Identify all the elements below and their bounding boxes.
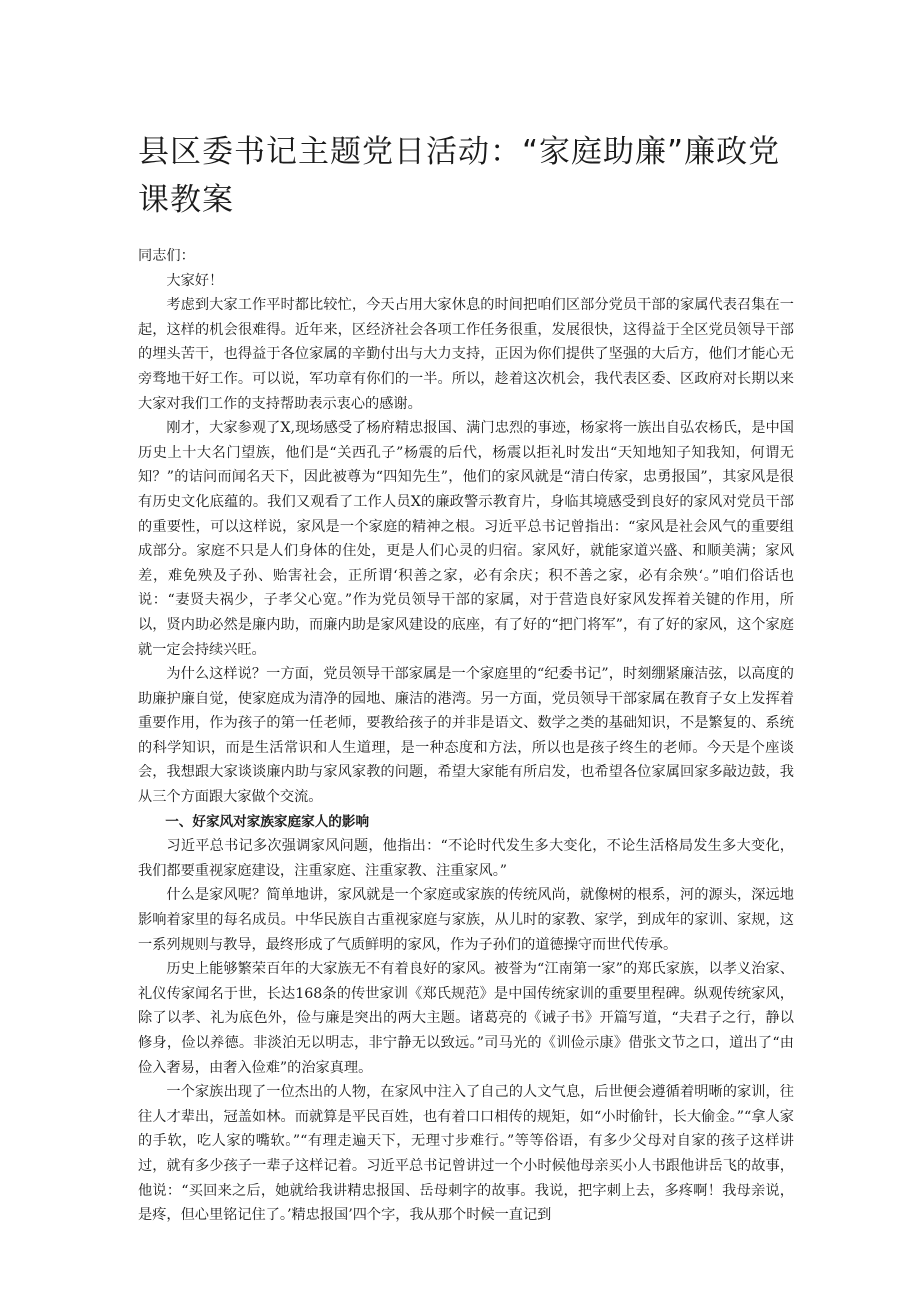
body-paragraph: 大家好！ bbox=[166, 272, 224, 289]
salutation: 同志们： bbox=[138, 248, 195, 264]
body-paragraph: 为什么这样说？一方面，党员领导干部家属是一个家庭里的“纪委书记”，时刻绷紧廉洁弦，以高度的助廉护廉自觉，使家庭成为清净的园地、廉洁的港湾。另一方面，党员领导干部家属在教育子女上发挥着重要作用，作为孩子的第一任老师，要教给孩子的并非是语文、数学之类的基础知识，不是繁复的、系统的科学知识，而是生活常识和人生道理，是一种态度和方法，所以也是孩子终生的老师。今天是个座谈会，我想跟大家谈谈廉内助与家风家教的问题，希望大家能有所启发，也希望各位家属回家多敲边鼓，我从三个方面跟大家做个交流。 bbox=[138, 666, 794, 806]
document-title: 县区委书记主题党日活动：“家庭助廉”廉政党课教案 bbox=[138, 134, 781, 218]
body-paragraph: 历史上能够繁荣百年的大家族无不有着良好的家风。被誉为“江南第一家”的郑氏家族，以孝义治家、礼仪传家闻名于世，长达168条的传世家训《郑氏规范》是中国传统家训的重要里程碑。纵观传统家风，除了以孝、礼为底色外，俭与廉是突出的两大主题。诸葛亮的《诫子书》开篇写道，“夫君子之行，静以修身，俭以养德。非淡泊无以明志，非宁静无以致远。”司马光的《训俭示康》借张文节之口，道出了“由俭入奢易，由奢入俭难”的治家真理。 bbox=[138, 961, 794, 1076]
body-paragraph: 刚才，大家参观了X,现场感受了杨府精忠报国、满门忠烈的事迹，杨家将一族出自弘农杨氏，是中国历史上十大名门望族，他们是“关西孔子”杨震的后代，杨震以拒礼时发出“天知地知子知我知，何谓无知？”的诘问而闻名天下，因此被尊为“四知先生”，他们的家风就是“清白传家，忠勇报国”，其家风是很有历史文化底蕴的。我们又观看了工作人员X的廉政警示教育片，身临其境感受到良好的家风对党员干部的重要性，可以这样说，家风是一个家庭的精神之根。习近平总书记曾指出：“家风是社会风气的重要组成部分。家庭不只是人们身体的住处，更是人们心灵的归宿。家风好，就能家道兴盛、和顺美满；家风差，难免殃及子孙、贻害社会，正所谓‘积善之家，必有余庆；积不善之家，必有余殃‘。”咱们俗话也说：“妻贤夫祸少，子孝父心宽。”作为党员领导干部的家属，对于营造良好家风发挥着关键的作用，所以，贤内助必然是廉内助，而廉内助是家风建设的底座，有了好的“把门将军”，有了好的家风，这个家庭就一定会持续兴旺。 bbox=[138, 420, 794, 658]
body-paragraph: 一个家族出现了一位杰出的人物，在家风中注入了自己的人文气息，后世便会遵循着明晰的家训，往往人才辈出，冠盖如林。而就算是平民百姓，也有着口口相传的规矩，如“小时偷针，长大偷金。”“拿人家的手软，吃人家的嘴软。”“有理走遍天下，无理寸步难行。”等等俗语，有多少父母对自家的孩子这样讲过，就有多少孩子一辈子这样记着。习近平总书记曾讲过一个小时候他母亲买小人书跟他讲岳飞的故事，他说：“买回来之后，她就给我讲精忠报国、岳母刺字的故事。我说，把字刺上去，多疼啊！我母亲说，是疼，但心里铭记住了。’精忠报国’四个字，我从那个时候一直记到 bbox=[138, 1084, 794, 1224]
section-heading: 一、好家风对家族家庭家人的影响 bbox=[165, 813, 370, 830]
body-paragraph: 什么是家风呢？简单地讲，家风就是一个家庭或家族的传统风尚，就像树的根系，河的源头，深远地影响着家里的每名成员。中华民族自古重视家庭与家族，从儿时的家教、家学，到成年的家训、家规，这一系列规则与教导，最终形成了气质鲜明的家风，作为子孙们的道德操守而世代传承。 bbox=[138, 887, 794, 953]
document-body bbox=[138, 244, 794, 1228]
body-paragraph: 习近平总书记多次强调家风问题，他指出：“不论时代发生多大变化，不论生活格局发生多大变化，我们都要重视家庭建设，注重家庭、注重家教、注重家风。” bbox=[138, 838, 794, 879]
paragraph-list bbox=[138, 269, 794, 1228]
body-paragraph: 考虑到大家工作平时都比较忙，今天占用大家休息的时间把咱们区部分党员干部的家属代表召集在一起，这样的机会很难得。近年来，区经济社会各项工作任务很重，发展很快，这得益于全区党员领导干部的埋头苦干，也得益于各位家属的辛勤付出与大力支持，正因为你们提供了坚强的大后方，他们才能心无旁骛地干好工作。可以说，军功章有你们的一半。所以，趁着这次机会，我代表区委、区政府对长期以来大家对我们工作的支持帮助表示衷心的感谢。 bbox=[138, 297, 794, 412]
